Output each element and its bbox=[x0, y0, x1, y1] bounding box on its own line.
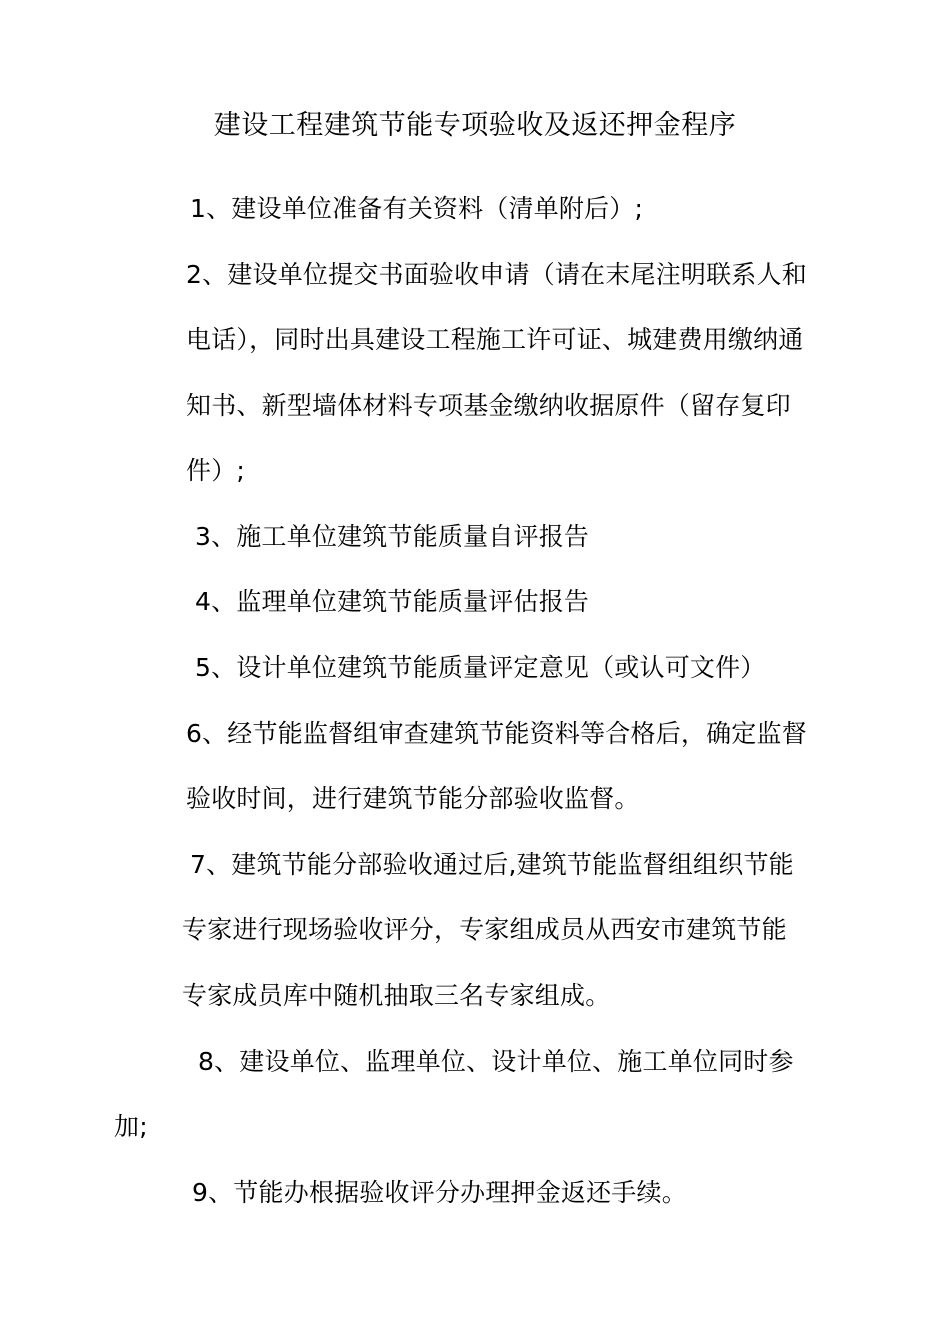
item-1-line-1: 1、建设单位准备有关资料（清单附后）; bbox=[190, 194, 644, 223]
item-6-line-1: 6、经节能监督组审查建筑节能资料等合格后，确定监督 bbox=[186, 719, 807, 748]
item-2-line-3: 知书、新型墙体材料专项基金缴纳收据原件（留存复印 bbox=[186, 391, 791, 420]
item-5-line-1: 5、设计单位建筑节能质量评定意见（或认可文件） bbox=[195, 653, 766, 682]
item-7-line-1: 7、建筑节能分部验收通过后,建筑节能监督组组织节能 bbox=[190, 850, 794, 879]
item-4-line-1: 4、监理单位建筑节能质量评估报告 bbox=[195, 587, 590, 616]
item-2-line-2: 电话），同时出具建设工程施工许可证、城建费用缴纳通 bbox=[186, 325, 804, 354]
item-2-line-4: 件）; bbox=[186, 456, 246, 485]
item-7-line-3: 专家成员库中随机抽取三名专家组成。 bbox=[182, 981, 611, 1010]
item-7-line-2: 专家进行现场验收评分，专家组成员从西安市建筑节能 bbox=[182, 915, 787, 944]
item-6-line-2: 验收时间，进行建筑节能分部验收监督。 bbox=[186, 784, 640, 813]
item-2-line-1: 2、建设单位提交书面验收申请（请在末尾注明联系人和 bbox=[186, 260, 807, 289]
item-8-line-2: 加; bbox=[114, 1112, 148, 1141]
document-title: 建设工程建筑节能专项验收及返还押金程序 bbox=[213, 110, 737, 141]
item-8-line-1: 8、建设单位、监理单位、设计单位、施工单位同时参 bbox=[198, 1047, 794, 1076]
item-9-line-1: 9、节能办根据验收评分办理押金返还手续。 bbox=[192, 1178, 687, 1207]
item-3-line-1: 3、施工单位建筑节能质量自评报告 bbox=[195, 522, 590, 551]
